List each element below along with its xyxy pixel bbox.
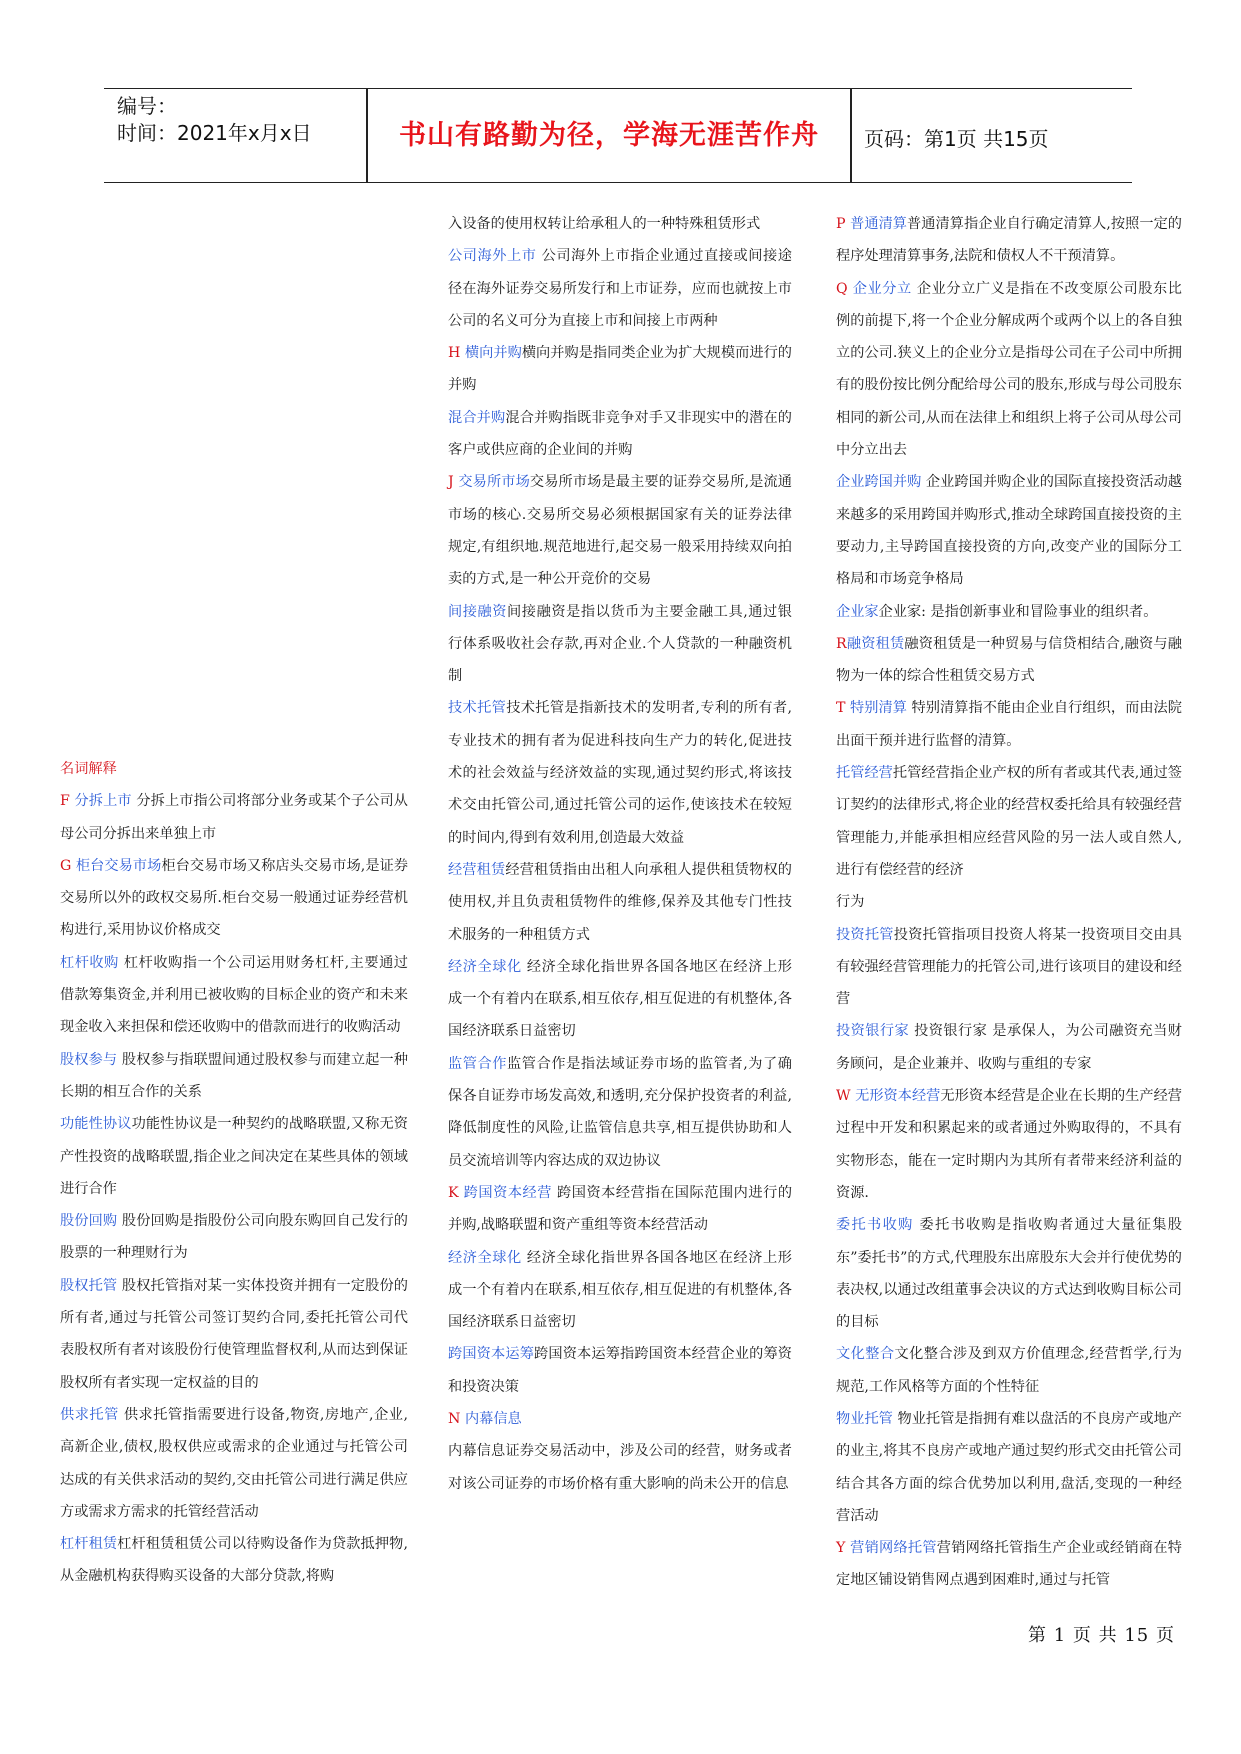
glossary-entry bbox=[448, 402, 792, 467]
glossary-definition: 委托书收购是指收购者通过大量征集股东”委托书”的方式,代理股东出席股东大会并行使优势的表决权,以通过改组董事会决议的方式达到收购目标公司的目标 bbox=[836, 1217, 1182, 1331]
glossary-entry bbox=[60, 1108, 408, 1205]
glossary-term: 杠杆租赁 bbox=[60, 1536, 118, 1553]
header-meta bbox=[117, 93, 367, 178]
section-title: 名词解释 bbox=[60, 761, 117, 777]
glossary-term: 交易所市场 bbox=[458, 474, 530, 491]
glossary-definition: 柜台交易市场又称店头交易市场,是证券交易所以外的政权交易所.柜台交易一般通过证券经营机构进行,采用协议价格成交 bbox=[60, 857, 409, 939]
glossary-definition: 投资托管指项目投资人将某一投资项目交由具有较强经营管理能力的托管公司,进行该项目的建设和经营 bbox=[836, 926, 1182, 1008]
glossary-definition: 经济全球化指世界各国各地区在经济上形成一个有着内在联系,相互依存,相互促进的有机整体,各国经济联系日益密切 bbox=[448, 1249, 792, 1331]
glossary-term: 企业分立 bbox=[852, 280, 912, 297]
glossary-entry bbox=[448, 1338, 792, 1403]
glossary-definition: 托管经营指企业产权的所有者或其代表,通过签订契约的法律形式,将企业的经营权委托给具有较强经营管理能力,并能承担相应经营风险的另一法人或自然人,进行有偿经营的经济 bbox=[836, 765, 1182, 878]
glossary-definition: 监管合作是指法域证券市场的监管者,为了确保各自证券市场发高效,和透明,充分保护投资者的利益,降低制度性的风险,让监管信息共享,相互提供协助和人员交流培训等内容达成的双边协议 bbox=[448, 1055, 792, 1169]
index-letter: Q bbox=[836, 280, 853, 297]
glossary-definition: 经济全球化指世界各国各地区在经济上形成一个有着内在联系,相互依存,相互促进的有机整体,各国经济联系日益密切 bbox=[448, 958, 792, 1040]
glossary-term: 跨国资本运筹 bbox=[448, 1346, 535, 1363]
glossary-entry bbox=[836, 208, 1182, 273]
glossary-entry bbox=[836, 757, 1182, 886]
glossary-definition: 企业跨国并购企业的国际直接投资活动越来越多的采用跨国并购形式,推动全球跨国直接投资的主要动力,主导跨国直接投资的方向,改变产业的国际分工格局和市场竞争格局 bbox=[836, 474, 1182, 588]
glossary-term: 供求托管 bbox=[60, 1406, 119, 1423]
index-letter: G bbox=[60, 857, 76, 874]
glossary-definition: 无形资本经营是企业在长期的生产经营过程中开发和积累起来的或者通过外购取得的，不具有实物形态，能在一定时期内为其所有者带来经济利益的资源. bbox=[836, 1088, 1182, 1201]
index-letter: H bbox=[448, 345, 465, 362]
glossary-definition: 投资银行家 是承保人，为公司融资充当财务顾问，是企业兼并、收购与重组的专家 bbox=[836, 1023, 1182, 1072]
glossary-definition: 文化整合涉及到双方价值理念,经营哲学,行为规范,工作风格等方面的个性特征 bbox=[836, 1346, 1182, 1395]
glossary-entry bbox=[836, 273, 1182, 467]
glossary-definition: 功能性协议是一种契约的战略联盟,又称无资产性投资的战略联盟,指企业之间决定在某些具体的领域进行合作 bbox=[60, 1116, 408, 1197]
glossary-entry bbox=[836, 1015, 1182, 1080]
glossary-entry bbox=[60, 1399, 408, 1528]
column-2 bbox=[448, 208, 792, 1500]
glossary-term: 分拆上市 bbox=[74, 793, 132, 810]
glossary-term: 内幕信息 bbox=[464, 1410, 522, 1427]
glossary-definition: 营销网络托管指生产企业或经销商在特定地区铺设销售网点遇到困难时,通过与托管 bbox=[836, 1540, 1182, 1589]
glossary-entry bbox=[836, 1532, 1182, 1597]
index-letter: Y bbox=[836, 1540, 851, 1557]
glossary-entry bbox=[448, 1048, 792, 1177]
document-time: 时间：2021年x月x日 bbox=[117, 121, 312, 145]
glossary-entry bbox=[60, 1205, 408, 1270]
glossary-definition: 物业托管是指拥有难以盘活的不良房产或地产的业主,将其不良房产或地产通过契约形式交由托管公司结合其各方面的综合优势加以利用,盘活,变现的一种经营活动 bbox=[836, 1410, 1182, 1524]
glossary-term: 跨国资本经营 bbox=[463, 1184, 552, 1201]
glossary-term: 文化整合 bbox=[836, 1346, 895, 1363]
glossary-entry bbox=[836, 1209, 1182, 1338]
glossary-term: 股份回购 bbox=[60, 1213, 118, 1230]
glossary-term: 托管经营 bbox=[836, 765, 893, 782]
glossary-definition: 分拆上市指公司将部分业务或某个子公司从母公司分拆出来单独上市 bbox=[60, 793, 408, 842]
glossary-term: 企业跨国并购 bbox=[836, 474, 922, 491]
glossary-entry bbox=[448, 208, 792, 240]
glossary-definition: 混合并购指既非竞争对手又非现实中的潜在的客户或供应商的企业间的并购 bbox=[448, 409, 792, 459]
glossary-definition: 特别清算指不能由企业自行组织，而由法院出面干预并进行监督的清算。 bbox=[836, 700, 1182, 749]
glossary-entry bbox=[60, 1270, 408, 1399]
glossary-definition: 普通清算指企业自行确定清算人,按照一定的程序处理清算事务,法院和债权人不干预清算。 bbox=[836, 216, 1182, 265]
glossary-definition: 入设备的使用权转让给承租人的一种特殊租赁形式 bbox=[448, 216, 761, 232]
glossary-entry bbox=[60, 850, 408, 947]
glossary-definition: 横向并购是指同类企业为扩大规模而进行的并购 bbox=[448, 345, 792, 394]
glossary-entry bbox=[448, 951, 792, 1048]
glossary-entry bbox=[836, 1080, 1182, 1209]
glossary-entry bbox=[448, 692, 792, 853]
glossary-definition: 股权参与指联盟间通过股权参与而建立起一种长期的相互合作的关系 bbox=[60, 1051, 408, 1100]
index-letter: F bbox=[60, 793, 75, 810]
glossary-term: 普通清算 bbox=[850, 216, 908, 232]
glossary-entry bbox=[448, 854, 792, 951]
glossary-term: 融资租赁 bbox=[846, 635, 905, 652]
glossary-entry bbox=[836, 1338, 1182, 1403]
glossary-term: 技术托管 bbox=[448, 700, 507, 717]
glossary-term: 股权参与 bbox=[60, 1051, 118, 1068]
glossary-entry bbox=[60, 1044, 408, 1109]
index-letter: P bbox=[836, 216, 851, 232]
glossary-entry bbox=[448, 1403, 792, 1435]
glossary-entry bbox=[836, 596, 1182, 628]
glossary-definition: 技术托管是指新技术的发明者,专利的所有者,专业技术的拥有者为促进科技向生产力的转化,促进技术的社会效益与经济效益的实现,通过契约形式,将该技术交由托管公司,通过托管公司的运作,使该技术在较短的时间内,得到有效利用,创造最大效益 bbox=[448, 700, 792, 846]
glossary-term: 物业托管 bbox=[836, 1410, 893, 1427]
glossary-definition: 供求托管指需要进行设备,物资,房地产,企业,高新企业,债权,股权供应或需求的企业通过与托管公司达成的有关供求活动的契约,交由托管公司进行满足供应方或需求方需求的托管经营活动 bbox=[60, 1406, 408, 1520]
glossary-term: 营销网络托管 bbox=[850, 1540, 937, 1557]
page-footer: 第 1 页 共 15 页 bbox=[1028, 1625, 1175, 1646]
header-page-number: 页码：第1页 共15页 bbox=[864, 127, 1049, 151]
glossary-definition: 股份回购是指股份公司向股东购回自己发行的股票的一种理财行为 bbox=[60, 1213, 408, 1262]
glossary-term: 无形资本经营 bbox=[855, 1088, 941, 1105]
glossary-definition: 企业分立广义是指在不改变原公司股东比例的前提下,将一个企业分解成两个或两个以上的各自独立的公司.狭义上的企业分立是指母公司在子公司中所拥有的股份按比例分配给母公司的股东,形成与母公司股东相同的新公司,从而在法律上和组织上将子公司从母公司中分立出去 bbox=[836, 280, 1182, 459]
index-letter: W bbox=[836, 1088, 856, 1105]
glossary-term: 委托书收购 bbox=[836, 1217, 914, 1234]
index-letter: J bbox=[448, 474, 459, 491]
glossary-entry bbox=[60, 1528, 408, 1593]
glossary-definition: 跨国资本运筹指跨国资本经营企业的筹资和投资决策 bbox=[448, 1346, 792, 1395]
glossary-entry bbox=[836, 919, 1182, 1016]
column-1 bbox=[60, 753, 408, 1593]
header-motto: 书山有路勤为径，学海无涯苦作舟 bbox=[399, 120, 819, 151]
glossary-definition: 杠杆租赁租赁公司以待购设备作为贷款抵押物,从金融机构获得购买设备的大部分贷款,将购 bbox=[60, 1536, 408, 1585]
entry-list bbox=[836, 208, 1182, 1597]
glossary-entry bbox=[60, 785, 408, 850]
glossary-entry bbox=[448, 1435, 792, 1500]
index-letter: K bbox=[448, 1184, 464, 1201]
index-letter: R bbox=[836, 635, 847, 652]
glossary-term: 横向并购 bbox=[464, 345, 522, 362]
index-letter: T bbox=[836, 700, 851, 717]
glossary-definition: 杠杆收购指一个公司运用财务杠杆,主要通过借款筹集资金,并利用已被收购的目标企业的资产和未来现金收入来担保和偿还收购中的借款而进行的收购活动 bbox=[60, 954, 408, 1036]
glossary-entry bbox=[836, 1403, 1182, 1532]
entry-list bbox=[60, 785, 408, 1592]
glossary-definition: 交易所市场是最主要的证券交易所,是流通市场的核心.交易所交易必须根据国家有关的证券法律规定,有组织地.规范地进行,起交易一般采用持续双向拍卖的方式,是一种公开竞价的交易 bbox=[448, 474, 792, 588]
glossary-term: 功能性协议 bbox=[60, 1116, 132, 1133]
glossary-entry bbox=[448, 596, 792, 693]
glossary-entry bbox=[448, 466, 792, 595]
glossary-term: 经济全球化 bbox=[448, 1249, 522, 1266]
page-header bbox=[104, 88, 1132, 183]
glossary-definition: 跨国资本经营指在国际范围内进行的并购,战略联盟和资产重组等资本经营活动 bbox=[448, 1184, 793, 1234]
glossary-entry bbox=[448, 240, 792, 337]
document-number: 编号： bbox=[117, 94, 177, 118]
glossary-definition: 企业家: 是指创新事业和冒险事业的组织者。 bbox=[878, 603, 1158, 620]
header-divider bbox=[850, 89, 852, 182]
glossary-entry bbox=[448, 1177, 792, 1242]
glossary-definition: 融资租赁是一种贸易与信贷相结合,融资与融物为一体的综合性租赁交易方式 bbox=[836, 635, 1182, 685]
glossary-term: 间接融资 bbox=[448, 603, 508, 620]
glossary-term: 投资银行家 bbox=[836, 1023, 910, 1040]
glossary-definition: 间接融资是指以货币为主要金融工具,通过银行体系吸收社会存款,再对企业.个人贷款的一种融资机制 bbox=[448, 603, 792, 685]
index-letter: N bbox=[448, 1410, 465, 1427]
glossary-term: 股权托管 bbox=[60, 1277, 118, 1294]
glossary-term: 企业家 bbox=[836, 603, 879, 620]
glossary-definition: 经营租赁指由出租人向承租人提供租赁物权的使用权,并且负责租赁物件的维修,保养及其他专门性技术服务的一种租赁方式 bbox=[448, 861, 792, 943]
column-3 bbox=[836, 208, 1182, 1597]
entry-list bbox=[448, 208, 792, 1500]
glossary-entry bbox=[448, 1242, 792, 1339]
glossary-entry bbox=[448, 337, 792, 402]
glossary-term: 混合并购 bbox=[448, 409, 506, 426]
glossary-term: 经营租赁 bbox=[448, 861, 506, 878]
glossary-definition: 公司海外上市指企业通过直接或间接途径在海外证券交易所发行和上市证券，应而也就按上市公司的名义可分为直接上市和间接上市两种 bbox=[448, 248, 792, 329]
glossary-term: 公司海外上市 bbox=[448, 248, 537, 265]
glossary-entry bbox=[836, 692, 1182, 757]
glossary-entry bbox=[836, 466, 1182, 595]
header-divider bbox=[366, 89, 368, 182]
glossary-term: 特别清算 bbox=[850, 700, 907, 717]
glossary-definition: 股权托管指对某一实体投资并拥有一定股份的所有者,通过与托管公司签订契约合同,委托托管公司代表股权所有者对该股份行使管理监督权利,从而达到保证股权所有者实现一定权益的目的 bbox=[60, 1277, 408, 1391]
glossary-definition: 行为 bbox=[836, 894, 865, 911]
glossary-term: 监管合作 bbox=[448, 1055, 508, 1072]
glossary-term: 投资托管 bbox=[836, 926, 894, 943]
glossary-term: 杠杆收购 bbox=[60, 954, 119, 971]
glossary-definition: 内幕信息证券交易活动中，涉及公司的经营，财务或者对该公司证券的市场价格有重大影响的尚未公开的信息 bbox=[448, 1443, 792, 1492]
glossary-entry bbox=[836, 628, 1182, 693]
glossary-entry bbox=[60, 947, 408, 1044]
glossary-term: 经济全球化 bbox=[448, 958, 522, 975]
glossary-term: 柜台交易市场 bbox=[75, 857, 162, 874]
glossary-entry bbox=[836, 886, 1182, 918]
